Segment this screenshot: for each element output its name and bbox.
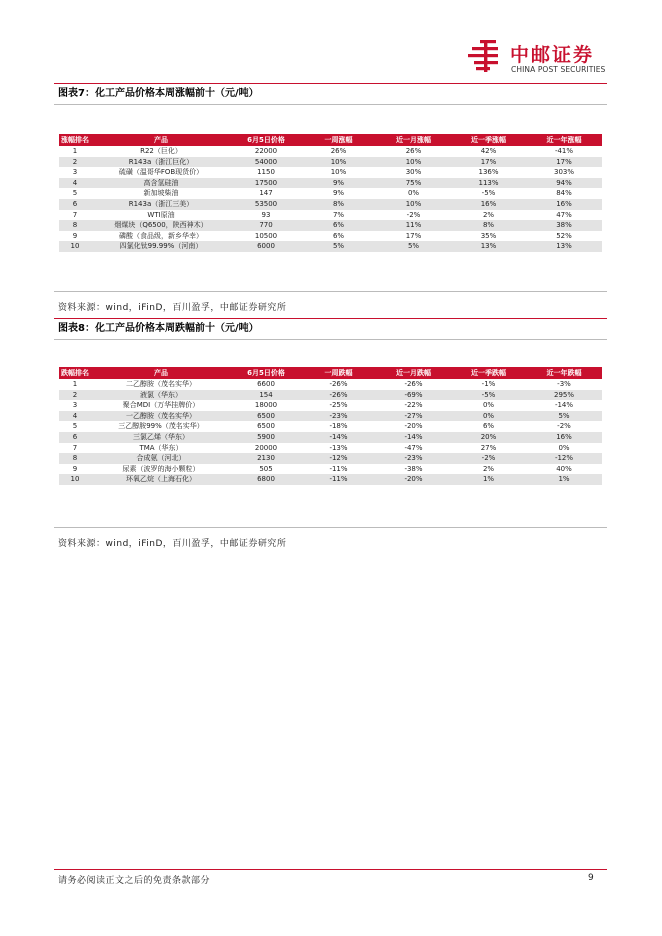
table-cell: 6500 [231, 411, 301, 422]
table-cell: 2% [482, 464, 495, 473]
table-cell: 17500 [231, 178, 301, 189]
table-cell: -2% [557, 422, 571, 431]
table-cell: 3 [72, 401, 78, 410]
table-cell: 17% [451, 157, 526, 168]
column-header: 近一月跌幅 [376, 367, 451, 379]
table-cell: 0% [482, 401, 495, 410]
table-cell: -5% [481, 189, 496, 198]
table-cell: 20000 [254, 443, 278, 452]
table-row [59, 188, 602, 199]
table-cell: -2% [451, 453, 526, 464]
table1-source-note: 资料来源：wind，iFinD，百川盈孚，中邮证券研究所 [58, 303, 287, 313]
table-cell: -69% [376, 390, 451, 401]
table-cell: 52% [556, 231, 572, 240]
table-row [59, 220, 602, 231]
table-cell: 154 [231, 390, 301, 401]
table-cell: -3% [557, 380, 571, 388]
table-cell: 7 [72, 210, 78, 219]
table-cell: 13% [526, 241, 602, 252]
table-cell: 54000 [231, 157, 301, 168]
table-cell: 10% [301, 157, 376, 168]
table-cell: -41% [554, 147, 574, 155]
table-cell: 42% [480, 147, 497, 155]
table-cell: -38% [404, 464, 423, 473]
table-cell: -27% [376, 411, 451, 422]
table-cell: 6% [332, 231, 345, 240]
table-cell: 40% [556, 464, 572, 473]
table-cell: 0% [558, 443, 570, 452]
table2-title-divider [54, 339, 607, 340]
table-cell: 53500 [231, 199, 301, 210]
table-header-row [59, 367, 602, 379]
table-cell: 5900 [231, 432, 301, 443]
table-cell: 136% [478, 168, 499, 177]
table-cell: 6000 [231, 241, 301, 252]
table-cell: -26% [404, 380, 423, 388]
table-cell: -26% [329, 380, 348, 388]
table1-title: 图表7：化工产品价格本周涨幅前十（元/吨） [54, 83, 607, 103]
table-cell: -1% [481, 380, 496, 388]
column-header: 产品 [91, 367, 231, 379]
column-header: 跌幅排名 [61, 369, 89, 377]
table-row [59, 199, 602, 210]
column-header: 近一年涨幅 [526, 134, 602, 146]
table-cell: 新加坡柴油 [143, 189, 179, 198]
table-cell: 6600 [257, 380, 275, 388]
table-cell: 合成氨（河北） [91, 453, 231, 464]
table-cell: 6% [301, 220, 376, 231]
table-cell: 5% [526, 411, 602, 422]
table-cell: -25% [329, 401, 348, 410]
table-cell: 84% [556, 189, 572, 198]
table-cell: R22（巨化） [140, 147, 182, 155]
table-cell: 13% [451, 241, 526, 252]
table-cell: WTI原油 [147, 210, 175, 219]
table-cell: 6500 [257, 422, 275, 431]
table-cell: 47% [556, 210, 572, 219]
table-cell: -14% [554, 401, 574, 410]
table-row [59, 178, 602, 189]
table1-title-divider [54, 104, 607, 105]
table-cell: -12% [301, 453, 376, 464]
table-cell: 6 [59, 432, 91, 443]
table-cell: -5% [451, 390, 526, 401]
table-cell: 17% [405, 231, 422, 240]
table-row [59, 411, 602, 422]
table-cell: -20% [376, 474, 451, 485]
column-header: 一周涨幅 [301, 134, 376, 146]
table-cell: 5% [376, 241, 451, 252]
table-cell: -23% [376, 453, 451, 464]
table2-bottom-divider [54, 527, 607, 528]
table-cell: 0% [407, 189, 420, 198]
table-cell: 20% [451, 432, 526, 443]
column-header: 近一年跌幅 [526, 367, 602, 379]
table-cell: 7 [72, 443, 78, 452]
table-cell: 16% [526, 432, 602, 443]
table-cell: 9% [301, 178, 376, 189]
table-cell: -22% [404, 401, 423, 410]
table-cell: 113% [451, 178, 526, 189]
table-cell: -18% [329, 422, 348, 431]
table-cell: 10% [376, 157, 451, 168]
table-cell: 26% [405, 147, 422, 155]
table-cell: 35% [480, 231, 497, 240]
table-cell: -47% [404, 443, 423, 452]
table-row [59, 379, 602, 390]
table-row [59, 231, 602, 242]
table-row [59, 464, 602, 475]
table-cell: 4 [59, 178, 91, 189]
table-row [59, 474, 602, 485]
table-cell: 烟煤块（Q6500，陕西神木） [91, 220, 231, 231]
table-cell: 9% [332, 189, 345, 198]
table-row [59, 432, 602, 443]
column-header: 6月5日价格 [231, 134, 301, 146]
china-post-emblem-icon [466, 38, 506, 74]
table2-source-note: 资料来源：wind，iFinD，百川盈孚，中邮证券研究所 [58, 539, 287, 549]
table-cell: 8 [59, 453, 91, 464]
table-cell: 环氧乙烷（上海石化） [91, 474, 231, 485]
table2-title: 图表8：化工产品价格本周跌幅前十（元/吨） [54, 318, 607, 338]
column-header: 近一季涨幅 [451, 134, 526, 146]
table-cell: 5 [72, 189, 78, 198]
table-cell: 94% [526, 178, 602, 189]
table-cell: 26% [330, 147, 347, 155]
logo-english-name: CHINA POST SECURITIES [511, 65, 606, 74]
table-cell: -14% [301, 432, 376, 443]
table-cell: TMA（华东） [139, 443, 183, 452]
table-cell: 10 [59, 241, 91, 252]
table-row [59, 443, 602, 454]
table-cell: 10% [330, 168, 347, 177]
table-cell: 5% [301, 241, 376, 252]
table-cell: 75% [376, 178, 451, 189]
table-row [59, 241, 602, 252]
table-cell: 6% [482, 422, 495, 431]
table-cell: 4 [59, 411, 91, 422]
table-cell: 聚合MDI（万华挂牌价） [122, 401, 200, 410]
table-row [59, 453, 602, 464]
table-cell: 27% [480, 443, 497, 452]
table-row [59, 390, 602, 401]
price-gainers-table [59, 134, 602, 252]
table-cell: 2 [59, 157, 91, 168]
table-cell: -11% [301, 474, 376, 485]
table-cell: 16% [526, 199, 602, 210]
table-cell: -13% [329, 443, 348, 452]
table-cell: 7% [332, 210, 345, 219]
table-cell: -26% [301, 390, 376, 401]
table-cell: 8% [451, 220, 526, 231]
column-header: 近一季跌幅 [451, 367, 526, 379]
table-cell: 770 [231, 220, 301, 231]
table-cell: 0% [451, 411, 526, 422]
table-cell: -11% [329, 464, 348, 473]
table-cell: 5 [72, 422, 78, 431]
table-cell: 8% [301, 199, 376, 210]
table-cell: 尿素（波罗的海小颗粒） [122, 464, 200, 473]
column-header: 6月5日价格 [231, 367, 301, 379]
column-header: 近一月涨幅 [376, 134, 451, 146]
table-cell: 9 [72, 464, 78, 473]
table-cell: 四氯化钛99.99%（河南） [91, 241, 231, 252]
table-cell: 3 [72, 168, 78, 177]
table-cell: 三乙醇胺99%（茂名实华） [118, 422, 204, 431]
table-cell: 高含氢硅油 [91, 178, 231, 189]
table-cell: 6 [59, 199, 91, 210]
table-cell: 22000 [254, 147, 278, 155]
table-cell: 303% [553, 168, 574, 177]
table-cell: 16% [451, 199, 526, 210]
column-header: 一周跌幅 [301, 367, 376, 379]
table-cell: 6800 [231, 474, 301, 485]
table-cell: 8 [59, 220, 91, 231]
table-cell: 505 [259, 464, 273, 473]
logo-chinese-name: 中邮证券 [510, 44, 595, 66]
table-row [59, 210, 602, 221]
table-cell: 38% [526, 220, 602, 231]
table-cell: 147 [259, 189, 273, 198]
table-cell: 10 [59, 474, 91, 485]
table-cell: 2130 [231, 453, 301, 464]
table-cell: 18000 [254, 401, 278, 410]
column-header: 涨幅排名 [61, 136, 89, 144]
table-row [59, 146, 602, 157]
table-cell: 2 [59, 390, 91, 401]
table-cell: R143a（浙江巨化） [91, 157, 231, 168]
table-cell: 93 [261, 210, 271, 219]
table-row [59, 400, 602, 411]
page-number: 9 [588, 873, 594, 883]
table-cell: 磷酸（食品级，新乡华幸） [119, 231, 203, 240]
table-cell: 1% [451, 474, 526, 485]
column-header: 产品 [91, 134, 231, 146]
table-cell: 液氯（华东） [91, 390, 231, 401]
table-cell: 10% [376, 199, 451, 210]
table-cell: 三氯乙烯（华东） [91, 432, 231, 443]
price-decliners-table [59, 367, 602, 485]
table-cell: 一乙醇胺（茂名实华） [91, 411, 231, 422]
table-cell: 9 [72, 231, 78, 240]
table-row [59, 167, 602, 178]
table-cell: 硫磺（温哥华FOB现货价） [118, 168, 204, 177]
table1-bottom-divider [54, 291, 607, 292]
table-cell: 11% [376, 220, 451, 231]
table-cell: 1 [72, 147, 78, 155]
table-header-row [59, 134, 602, 146]
table-row [59, 157, 602, 168]
footer-disclaimer: 请务必阅读正文之后的免责条款部分 [58, 876, 211, 886]
table-cell: -12% [526, 453, 602, 464]
table-cell: -20% [404, 422, 423, 431]
table-row [59, 421, 602, 432]
table-cell: 1 [72, 380, 78, 388]
footer-divider [54, 869, 607, 870]
table-cell: 2% [482, 210, 495, 219]
table-cell: 295% [526, 390, 602, 401]
table-cell: 10500 [254, 231, 278, 240]
company-logo [466, 38, 616, 78]
table-cell: -2% [406, 210, 421, 219]
table-cell: -14% [376, 432, 451, 443]
table-cell: -23% [301, 411, 376, 422]
table-cell: 二乙醇胺（茂名实华） [126, 380, 196, 388]
table-cell: 30% [405, 168, 422, 177]
table-cell: R143a（浙江三美） [91, 199, 231, 210]
table-cell: 1% [526, 474, 602, 485]
table-cell: 1150 [257, 168, 275, 177]
table-cell: 17% [526, 157, 602, 168]
